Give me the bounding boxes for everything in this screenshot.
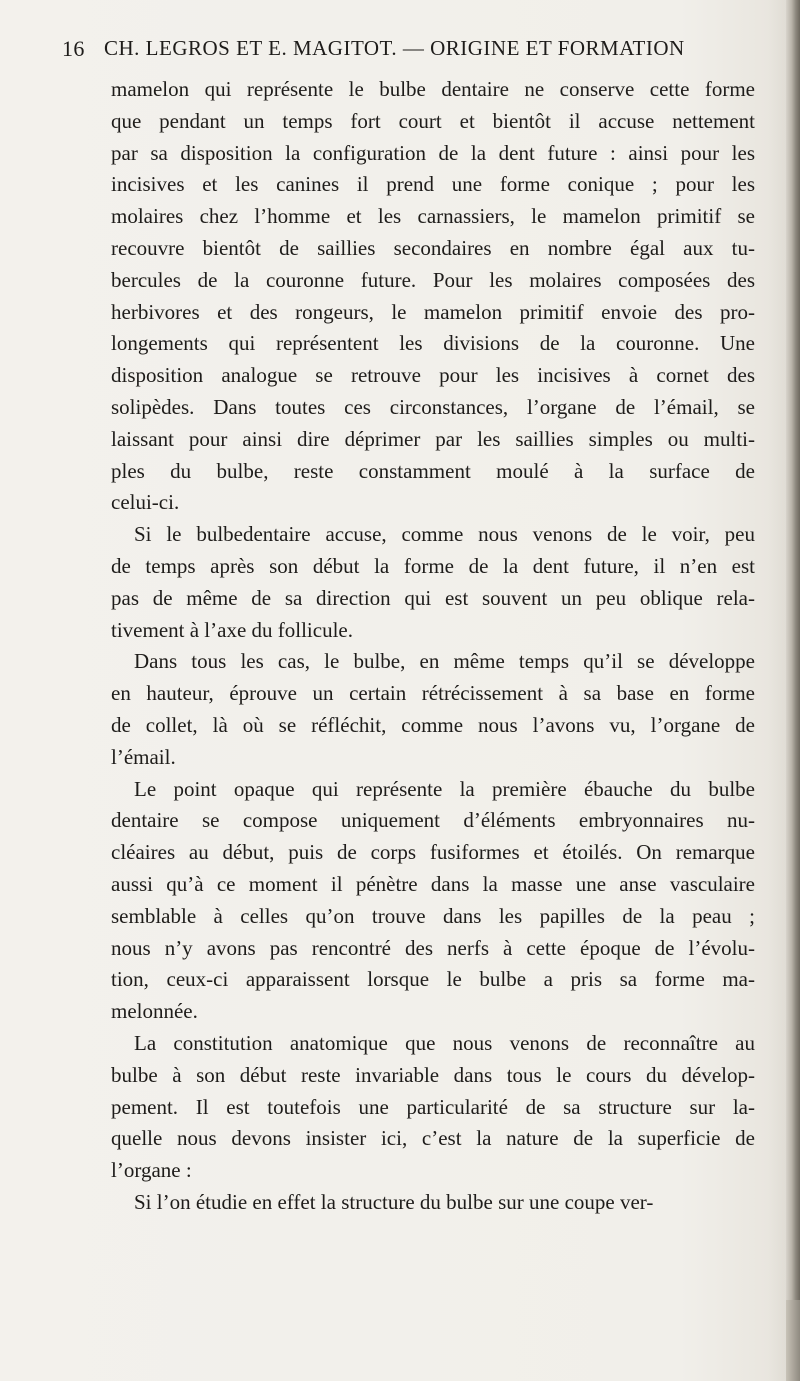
text-line: de collet, là où se réfléchit, comme nous l’avons vu, l’organe de (111, 712, 755, 737)
text-line: quelle nous devons insister ici, c’est la nature de la superficie de (111, 1126, 755, 1151)
text-line: molaires chez l’homme et les carnassiers, le mamelon primitif se (111, 204, 755, 229)
text-line: nous n’y avons pas rencontré des nerfs à cette époque de l’évolu- (111, 935, 755, 960)
text-line: bercules de la couronne future. Pour les molaires composées des (111, 267, 755, 292)
text-line: semblable à celles qu’on trouve dans les papilles de la peau ; (111, 903, 755, 928)
text-line: de temps après son début la forme de la dent future, il n’en est (111, 553, 755, 578)
running-title: CH. LEGROS ET E. MAGITOT. — ORIGINE ET FORMATION (104, 36, 685, 60)
text-line: herbivores et des rongeurs, le mamelon primitif envoie des pro- (111, 299, 755, 324)
text-line: que pendant un temps fort court et bientôt il accuse nettement (111, 108, 755, 133)
text-line: l’organe : (111, 1158, 192, 1183)
text-line: pas de même de sa direction qui est souvent un peu oblique rela- (111, 585, 755, 610)
text-line: par sa disposition la configuration de la dent future : ainsi pour les (111, 140, 755, 165)
page-edge-shadow (786, 0, 800, 1381)
text-line: Le point opaque qui représente la première ébauche du bulbe (134, 776, 755, 801)
text-line: tivement à l’axe du follicule. (111, 617, 353, 642)
text-line: celui-ci. (111, 490, 180, 515)
text-line: mamelon qui représente le bulbe dentaire ne conserve cette forme (111, 77, 755, 101)
text-line: bulbe à son début reste invariable dans tous le cours du dévelop- (111, 1062, 755, 1087)
text-line: laissant pour ainsi dire déprimer par les saillies simples ou multi- (111, 426, 755, 451)
text-line: incisives et les canines il prend une forme conique ; pour les (111, 172, 755, 197)
text-line: tion, ceux-ci apparaissent lorsque le bulbe a pris sa forme ma- (111, 967, 755, 992)
text-line: melonnée. (111, 999, 198, 1024)
body-text (111, 74, 755, 1219)
text-line: disposition analogue se retrouve pour les incisives à cornet des (111, 363, 755, 388)
text-line: La constitution anatomique que nous venons de reconnaître au (134, 1030, 755, 1055)
text-line: aussi qu’à ce moment il pénètre dans la masse une anse vasculaire (111, 871, 755, 896)
text-line: dentaire se compose uniquement d’éléments embryonnaires nu- (111, 808, 755, 833)
text-line: Dans tous les cas, le bulbe, en même temps qu’il se développe (134, 649, 755, 674)
text-line: l’émail. (111, 744, 176, 769)
text-line: pement. Il est toutefois une particularité de sa structure sur la- (111, 1094, 755, 1119)
text-line: solipèdes. Dans toutes ces circonstances, l’organe de l’émail, se (111, 394, 755, 419)
text-line: Si l’on étudie en effet la structure du bulbe sur une coupe ver- (134, 1189, 654, 1214)
text-line: Si le bulbedentaire accuse, comme nous venons de le voir, peu (134, 522, 755, 547)
text-line: en hauteur, éprouve un certain rétrécissement à sa base en forme (111, 681, 755, 706)
text-line: longements qui représentent les divisions de la couronne. Une (111, 331, 755, 356)
page-number: 16 (62, 36, 85, 61)
running-head (62, 36, 702, 66)
text-line: recouvre bientôt de saillies secondaires en nombre égal aux tu- (111, 235, 755, 260)
text-line: cléaires au début, puis de corps fusiformes et étoilés. On remarque (111, 840, 755, 865)
text-line: ples du bulbe, reste constamment moulé à la surface de (111, 458, 755, 483)
